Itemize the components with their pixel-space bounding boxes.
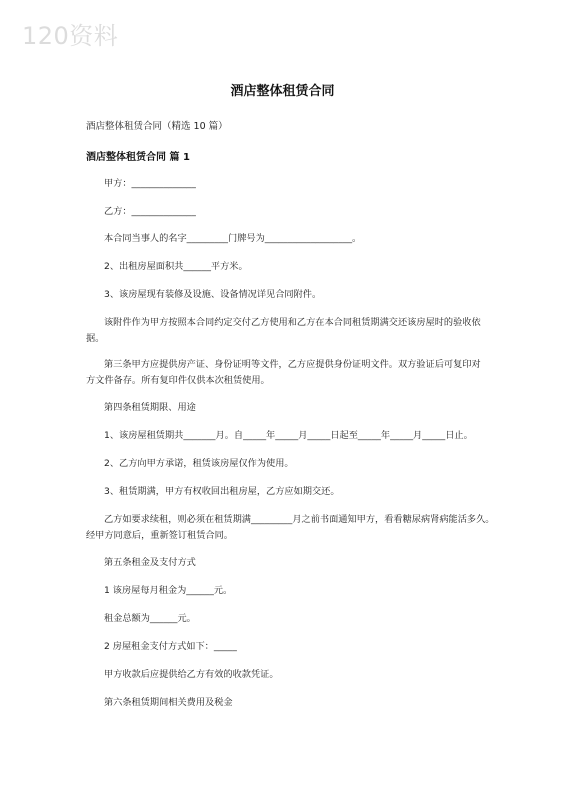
paragraph-line: 2 房屋租金支付方式如下：_____ <box>104 641 237 652</box>
paragraph-line: 据。 <box>86 333 105 344</box>
paragraph-line: 乙方如要求续租，则必须在租赁期满_________月之前书面通知甲方，看看糖尿病肾病能活多久。 <box>104 514 495 525</box>
paragraph-line: 1、该房屋租赁期共_______月。自_____年_____月_____日起至_____年_____月_____日止。 <box>104 430 473 441</box>
paragraph-article-6-heading <box>86 695 486 711</box>
paragraph-line: 本合同当事人的名字_________门牌号为___________________。 <box>104 233 362 244</box>
paragraph-line: 3、租赁期满，甲方有权收回出租房屋，乙方应如期交还。 <box>104 486 340 497</box>
paragraph-line: 租金总额为______元。 <box>104 613 196 624</box>
paragraph-line: 乙方：______________ <box>104 206 196 217</box>
paragraph-line: 甲方：______________ <box>104 178 196 189</box>
watermark-text: 120资料 <box>22 22 119 50</box>
paragraph-lease-term <box>86 428 486 444</box>
paragraph-line: 3、该房屋现有装修及设施、设备情况详见合同附件。 <box>104 289 322 300</box>
paragraph-article-3 <box>86 357 486 389</box>
paragraph-line: 该附件作为甲方按照本合同约定交付乙方使用和乙方在本合同租赁期满交还该房屋时的验收依 <box>104 317 481 328</box>
paragraph-line: 第五条租金及支付方式 <box>104 557 196 568</box>
paragraph-line: 甲方收款后应提供给乙方有效的收款凭证。 <box>104 669 279 680</box>
paragraph-line: 第六条租赁期间相关费用及税金 <box>104 697 233 708</box>
paragraph-parties-name <box>86 231 486 247</box>
paragraph-article-5-heading <box>86 555 486 571</box>
paragraph-party-a <box>86 176 486 192</box>
paragraph-line: 2、出租房屋面积共______平方米。 <box>104 261 248 272</box>
paragraph-total-rent <box>86 611 486 627</box>
paragraph-area <box>86 259 486 275</box>
paragraph-line: 方文件备存。所有复印件仅供本次租赁使用。 <box>86 375 270 386</box>
paragraph-line: 2、乙方向甲方承诺，租赁该房屋仅作为使用。 <box>104 458 294 469</box>
paragraph-party-b <box>86 204 486 220</box>
paragraph-monthly-rent <box>86 583 486 599</box>
paragraph-article-4-heading <box>86 400 486 416</box>
paragraph-payment-method <box>86 639 486 655</box>
document-title: 酒店整体租赁合同 <box>230 84 335 99</box>
paragraph-usage <box>86 456 486 472</box>
paragraph-facilities <box>86 287 486 303</box>
paragraph-renewal <box>86 512 495 544</box>
paragraph-receipt <box>86 667 486 683</box>
section-heading: 酒店整体租赁合同 篇 1 <box>86 152 190 163</box>
document-subtitle: 酒店整体租赁合同（精选 10 篇） <box>86 121 228 132</box>
paragraph-lease-expiry <box>86 484 486 500</box>
paragraph-line: 1 该房屋每月租金为______元。 <box>104 585 233 596</box>
paragraph-line: 第四条租赁期限、用途 <box>104 402 196 413</box>
paragraph-attachment <box>86 315 486 347</box>
paragraph-line: 经甲方同意后，重新签订租赁合同。 <box>86 530 233 541</box>
paragraph-line: 第三条甲方应提供房产证、身份证明等文件，乙方应提供身份证明文件。双方验证后可复印对 <box>104 359 481 370</box>
